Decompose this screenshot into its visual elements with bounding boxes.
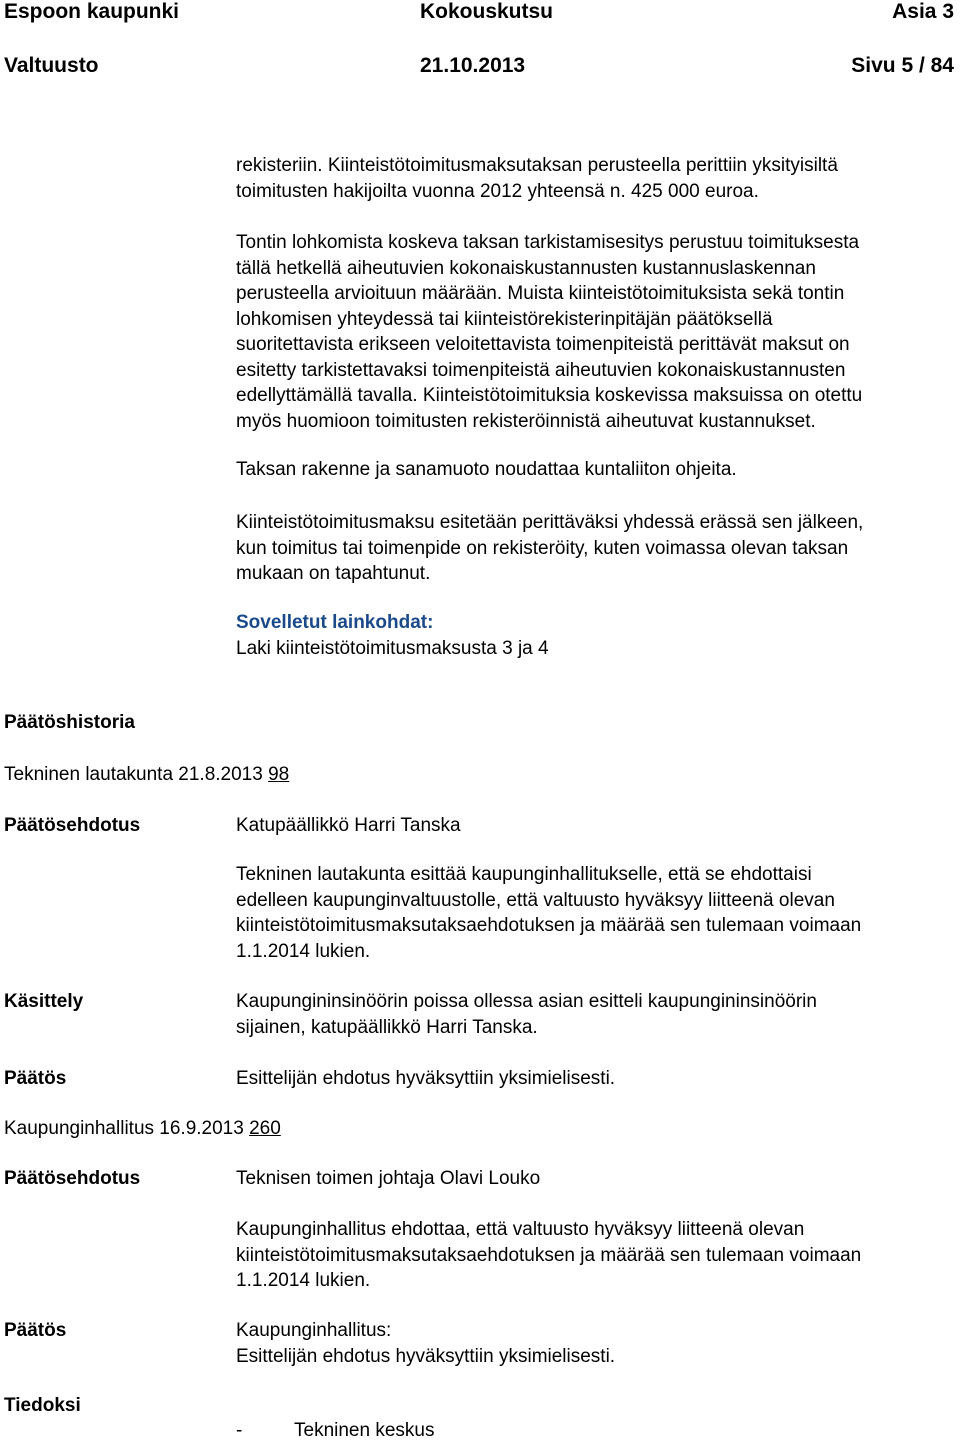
text-line: mukaan on tapahtunut. (236, 563, 431, 584)
text-line: esitetty tarkistettavaksi toimenpiteistä aiheutuvien kokonaiskustannusten (236, 359, 846, 381)
meeting-body: Valtuusto (4, 54, 99, 77)
text-line: lohkomisen yhteydessä tai kiinteistörekisterinpitäjän päätöksellä (236, 308, 773, 330)
meeting-1-proposer (236, 813, 960, 839)
paragraph-2 (236, 230, 960, 434)
meeting-1-proposal-label: Päätösehdotus (4, 815, 141, 836)
text-line: Taksan rakenne ja sanamuoto noudattaa kuntaliiton ohjeita. (236, 459, 737, 480)
paragraph-1 (236, 153, 960, 204)
meeting-1-heading (4, 762, 289, 788)
text-line: sijainen, katupäällikkö Harri Tanska. (236, 1016, 538, 1038)
text-line: Katupäällikkö Harri Tanska (236, 815, 461, 836)
paragraph-3 (236, 457, 960, 483)
history-title: Päätöshistoria (4, 712, 135, 733)
header-row-2 (4, 54, 954, 80)
text-line: Kaupungininsinöörin poissa ollessa asian esitteli kaupungininsinöörin (236, 991, 817, 1012)
applied-law-title: Sovelletut lainkohdat: (236, 612, 434, 633)
page-number: Sivu 5 / 84 (851, 54, 954, 77)
doc-type: Kokouskutsu (420, 0, 554, 23)
text-line: 1.1.2014 lukien. (236, 1270, 371, 1291)
text-line: rekisteriin. Kiinteistötoimitusmaksutaksan perusteella perittiin yksityisiltä (236, 155, 838, 176)
meeting-1-name: Tekninen lautakunta 21.8.2013 (4, 764, 263, 785)
text-line: perusteella arvioituun määrään. Muista kiinteistötoimituksista sekä tontin (236, 283, 845, 304)
text-line: edelleen kaupunginvaltuustolle, että valtuusto hyväksyy liitteenä olevan (236, 889, 835, 911)
paragraph-4 (236, 510, 960, 587)
meeting-1-decision-label: Päätös (4, 1068, 67, 1089)
header-row-1 (4, 0, 954, 26)
text-line: Tontin lohkomista koskeva taksan tarkistamisesitys perustuu toimituksesta (236, 232, 860, 253)
meeting-1-proposal-text (236, 862, 960, 964)
text-line: suoritettavista erikseen veloitettavista toimenpiteistä perittävät maksut on (236, 334, 850, 355)
text-line: tällä hetkellä aiheutuvien kokonaiskustannusten kustannuslaskennan (236, 257, 816, 279)
meeting-1-decision-text (236, 1066, 960, 1092)
meeting-date: 21.10.2013 (420, 54, 526, 77)
meeting-2-decision-text (236, 1318, 960, 1369)
applied-law-main: Laki kiinteistötoimitusmaksusta 3 ja 4 (236, 637, 549, 659)
text-line: myös huomioon toimitusten rekisteröinnistä aiheutuvat kustannukset. (236, 410, 816, 432)
text-line: Kaupunginhallitus ehdottaa, että valtuusto hyväksyy liitteenä olevan (236, 1219, 805, 1240)
meeting-2-heading (4, 1116, 281, 1142)
text-line: toimitusten hakijoilta vuonna 2012 yhteensä n. 425 000 euroa. (236, 180, 759, 202)
meeting-1-handling-text (236, 989, 960, 1040)
text-line: Kiinteistötoimitusmaksu esitetään perittäväksi yhdessä erässä sen jälkeen, (236, 512, 864, 533)
text-line: kun toimitus tai toimenpide on rekisteröity, kuten voimassa olevan taksan (236, 537, 849, 559)
org-name: Espoon kaupunki (4, 0, 180, 23)
meeting-2-number[interactable]: 260 (249, 1118, 281, 1139)
text-line: 1.1.2014 lukien. (236, 940, 371, 962)
meeting-1-number[interactable]: 98 (268, 764, 290, 785)
text-line: Teknisen toimen johtaja Olavi Louko (236, 1168, 541, 1189)
meeting-2-proposer (236, 1166, 960, 1192)
text-line: Tekninen lautakunta esittää kaupunginhallitukselle, että se ehdottaisi (236, 864, 812, 885)
meeting-1-handling-label: Käsittely (4, 991, 84, 1012)
text-line: Esittelijän ehdotus hyväksyttiin yksimielisesti. (236, 1345, 616, 1367)
meeting-2-decision-label: Päätös (4, 1320, 67, 1341)
text-line: Kaupunginhallitus: (236, 1320, 392, 1341)
text-line: Esittelijän ehdotus hyväksyttiin yksimielisesti. (236, 1068, 616, 1089)
meeting-2-info-label: Tiedoksi (4, 1395, 81, 1416)
item-number: Asia 3 (892, 0, 954, 23)
dash-bullet: - (236, 1420, 243, 1441)
text-line: kiinteistötoimitusmaksutaksaehdotuksen ja määrää sen tulemaan voimaan (236, 915, 862, 936)
applied-law-section (236, 610, 960, 661)
applied-law-text (236, 636, 960, 662)
info-item-text: Tekninen keskus (294, 1420, 435, 1441)
meeting-2-proposal-label: Päätösehdotus (4, 1168, 141, 1189)
text-line: kiinteistötoimitusmaksutaksaehdotuksen ja määrää sen tulemaan voimaan (236, 1244, 862, 1266)
meeting-2-name: Kaupunginhallitus 16.9.2013 (4, 1118, 244, 1139)
meeting-2-proposal-text (236, 1217, 960, 1294)
text-line: edellyttämällä tavalla. Kiinteistötoimituksia koskevissa maksuissa on otettu (236, 385, 863, 406)
